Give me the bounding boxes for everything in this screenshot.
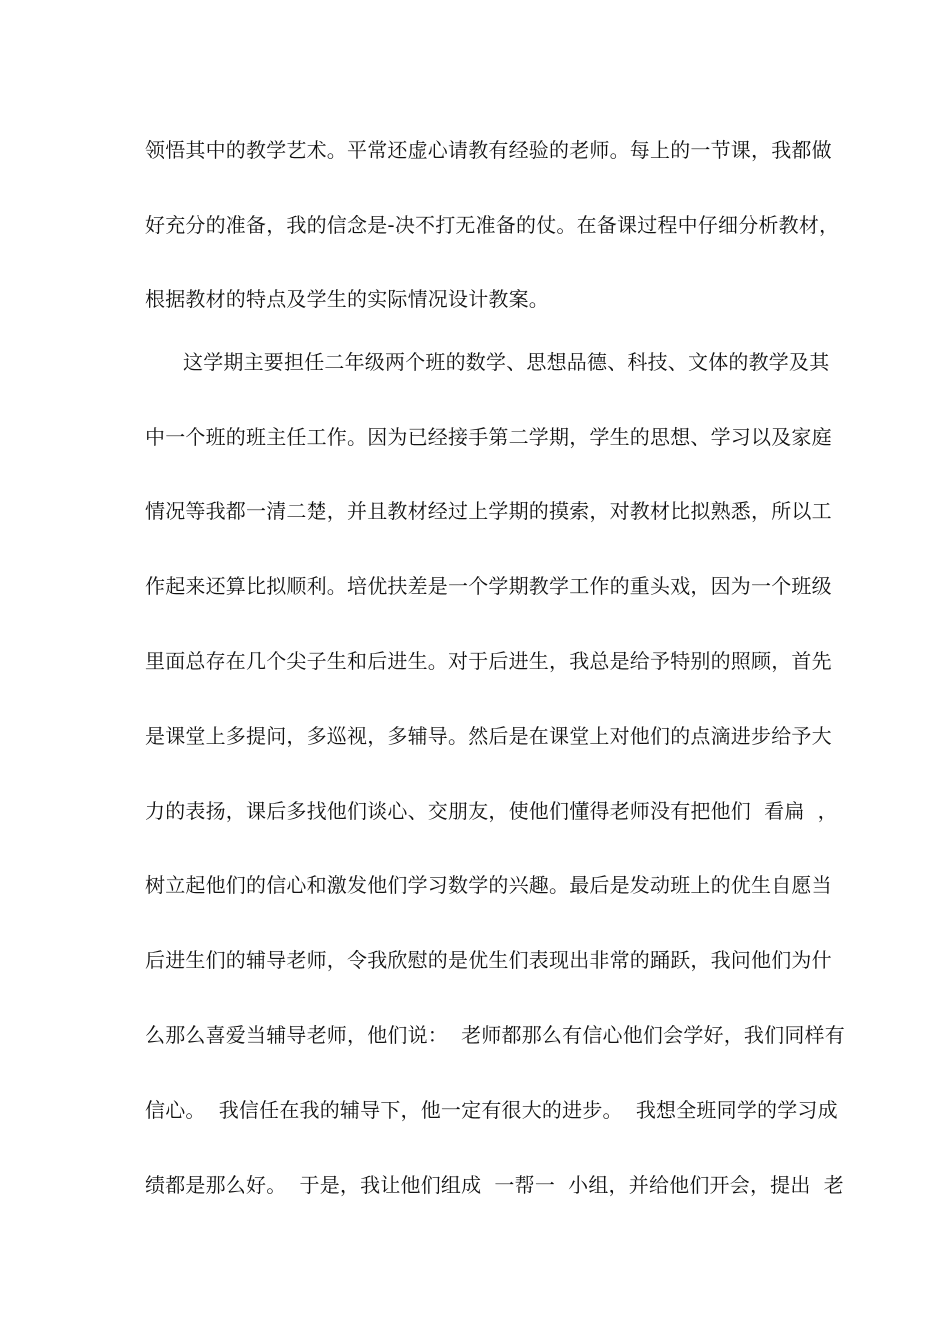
text-line-15: 绩都是那么好。 于是，我让他们组成 一帮一 小组，并给他们开会，提出 老 bbox=[145, 1173, 844, 1197]
text-line-6: 情况等我都一清二楚，并且教材经过上学期的摸索，对教材比拟熟悉，所以工 bbox=[145, 499, 832, 523]
text-line-7: 作起来还算比拟顺利。培优扶差是一个学期教学工作的重头戏，因为一个班级 bbox=[145, 574, 832, 598]
text-line-11: 树立起他们的信心和激发他们学习数学的兴趣。最后是发动班上的优生自愿当 bbox=[145, 873, 832, 897]
text-line-9: 是课堂上多提问，多巡视，多辅导。然后是在课堂上对他们的点滴进步给予大 bbox=[145, 724, 832, 748]
text-line-12: 后进生们的辅导老师，令我欣慰的是优生们表现出非常的踊跃，我问他们为什 bbox=[145, 948, 832, 972]
text-line-8: 里面总存在几个尖子生和后进生。对于后进生，我总是给予特别的照顾，首先 bbox=[145, 649, 832, 673]
text-line-5: 中一个班的班主任工作。因为已经接手第二学期，学生的思想、学习以及家庭 bbox=[145, 425, 832, 449]
text-line-13: 么那么喜爱当辅导老师，他们说： 老师都那么有信心他们会学好，我们同样有 bbox=[145, 1023, 845, 1047]
text-line-2: 好充分的准备，我的信念是-决不打无准备的仗。在备课过程中仔细分析教材， bbox=[145, 213, 840, 237]
paragraph-first-line: 这学期主要担任二年级两个班的数学、思想品德、科技、文体的教学及其 bbox=[183, 350, 830, 374]
text-line-1: 领悟其中的教学艺术。平常还虚心请教有经验的老师。每上的一节课，我都做 bbox=[145, 138, 832, 162]
text-line-3: 根据教材的特点及学生的实际情况设计教案。 bbox=[145, 287, 549, 311]
text-line-14: 信心。 我信任在我的辅导下，他一定有很大的进步。 我想全班同学的学习成 bbox=[145, 1098, 838, 1122]
text-line-10: 力的表扬，课后多找他们谈心、交朋友，使他们懂得老师没有把他们 看扁 ， bbox=[145, 799, 838, 823]
